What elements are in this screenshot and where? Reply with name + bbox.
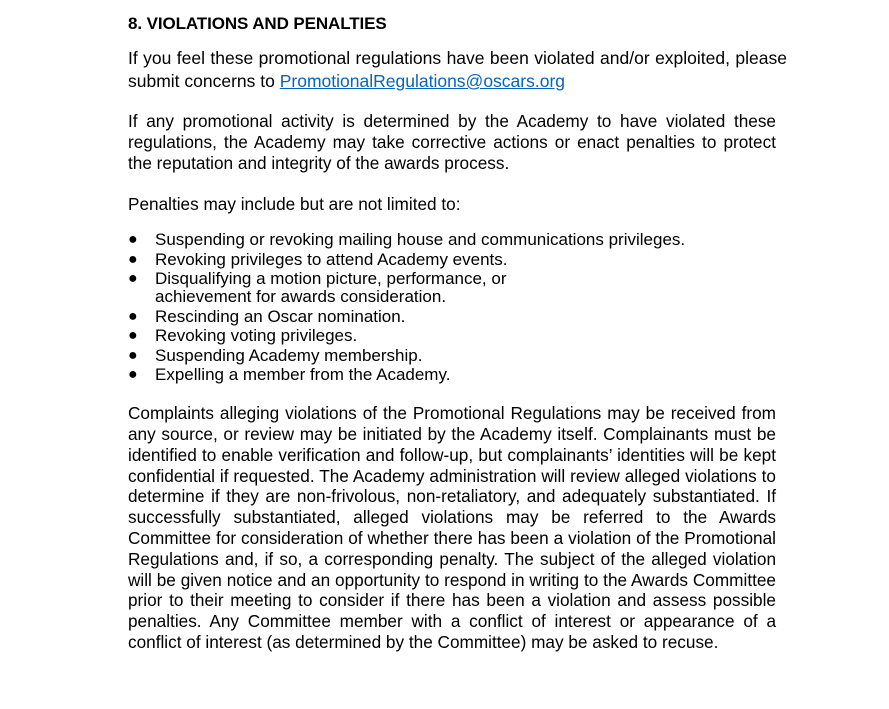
complaints-paragraph: Complaints alleging violations of the Promotional Regulations may be received from any source, or review may be initiated by the Academy itself. Complainants must be identified to enable verification and follow-up, but complainants’ identities will be kept confidential if requested. The Academy administration will review alleged violations to determine if they are non-frivolous, non-retaliatory, and adequately substantiated. If successfully substantiated, alleged violations may be referred to the Awards Committee for consideration of whether there has been a violation of the Promotional Regulations and, if so, a corresponding penalty. The subject of the alleged violation will be given notice and an opportunity to respond in writing to the Awards Committee prior to their meeting to consider if there has been a violation and assess possible penalties. Any Committee member with a conflict of interest or appearance of a conflict of interest (as determined by the Committee) may be asked to recuse. bbox=[128, 403, 776, 652]
list-item bbox=[128, 366, 728, 384]
list-item-text: Revoking voting privileges. bbox=[155, 326, 358, 346]
bullet-icon: ● bbox=[128, 366, 138, 384]
document-page bbox=[128, 13, 788, 653]
list-item bbox=[128, 251, 728, 269]
list-item-text: Suspending or revoking mailing house and communications privileges. bbox=[155, 230, 686, 250]
list-item-text: Suspending Academy membership. bbox=[155, 345, 423, 365]
list-item-text: Disqualifying a motion picture, performance, or achievement for awards consideration. bbox=[155, 269, 507, 307]
contact-text: If you feel these promotional regulations have been violated and/or exploited, please submit concerns to bbox=[128, 48, 787, 91]
bullet-icon: ● bbox=[128, 231, 138, 249]
section-heading: 8. VIOLATIONS AND PENALTIES bbox=[128, 14, 387, 33]
contact-paragraph bbox=[128, 47, 787, 93]
penalties-intro: Penalties may include but are not limited to: bbox=[128, 194, 461, 215]
bullet-icon: ● bbox=[128, 250, 138, 268]
bullet-icon: ● bbox=[128, 270, 138, 288]
bullet-icon: ● bbox=[128, 346, 138, 364]
list-item bbox=[128, 327, 728, 345]
list-item bbox=[128, 270, 525, 306]
list-item-text: Rescinding an Oscar nomination. bbox=[155, 306, 406, 326]
list-item bbox=[128, 347, 728, 365]
list-item-text: Expelling a member from the Academy. bbox=[155, 365, 451, 385]
list-item bbox=[128, 231, 728, 249]
contact-email-link[interactable]: PromotionalRegulations@oscars.org bbox=[279, 71, 566, 91]
list-item bbox=[128, 308, 728, 326]
bullet-icon: ● bbox=[128, 327, 138, 345]
bullet-icon: ● bbox=[128, 307, 138, 325]
list-item-text: Revoking privileges to attend Academy events. bbox=[155, 249, 508, 269]
penalties-list bbox=[128, 231, 728, 384]
determined-paragraph: If any promotional activity is determined by the Academy to have violated these regulations, the Academy may take corrective actions or enact penalties to protect the reputation and integrity of the awards process. bbox=[128, 111, 776, 173]
